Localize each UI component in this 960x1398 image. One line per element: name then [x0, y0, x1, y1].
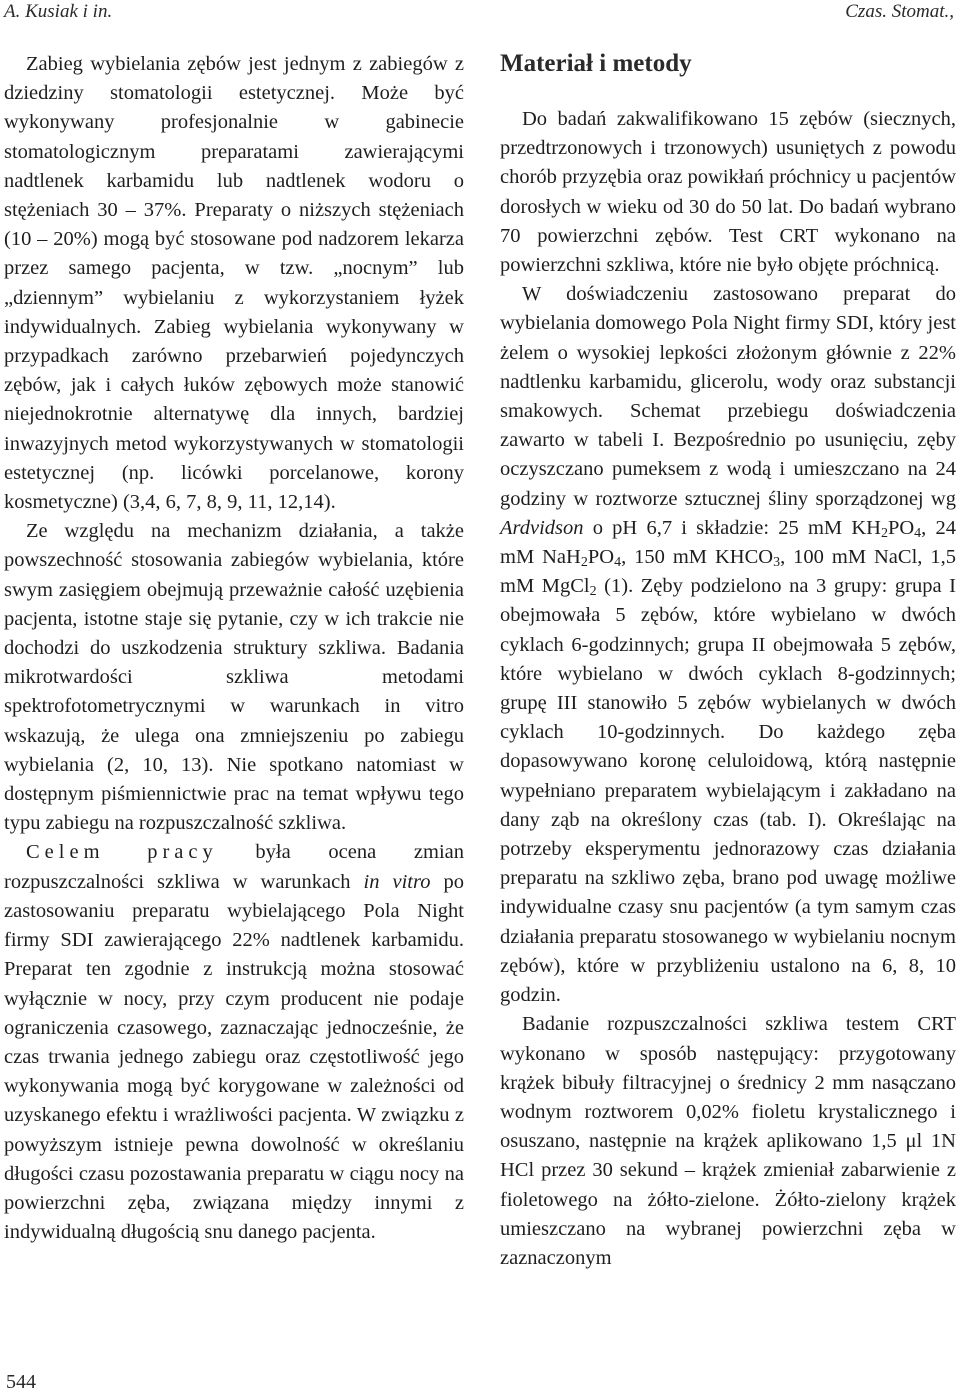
aim-text-b: po zastosowaniu preparatu wybielającego Pola Night firmy SDI zawierającego 22% nadtlenek karbamidu. Preparat ten zgodnie z instrukcją można stosować wyłącznie w nocy, przy czym producent nie podaje ograniczenia czasowego, zaznaczając jednocześnie, że czas trwania jednego zabiegu oraz częstotliwość jego wykonywania mogą być korygowane w zależności od uzyskanego efektu i wrażliwości pacjenta. W związku z powyższym istnieje pewna dowolność w określaniu długości czasu pozostawania preparatu w ciągu nocy na powierzchni zęba, związana między innymi z indywidualną długością snu danego pacjenta.	[4, 870, 465, 1244]
section-heading: Materiał i metody	[500, 50, 692, 77]
paragraph-material: Do badań zakwalifikowano 15 zębów (siecznych, przedtrzonowych i trzonowych) usuniętych z powodu chorób przyzębia oraz powikłań próchnicy u pacjentów dorosłych w wieku od 30 do 50 lat. Do badań wybrano 70 powierzchni zębów. Test CRT wykonano na powierzchni szkliwa, które nie było objęte próchnicą.	[500, 108, 956, 277]
procedure-text-c: PO	[887, 516, 915, 539]
aim-text-a: była ocena zmian rozpuszczalności szkliwa w warunkach	[4, 841, 464, 893]
procedure-text-g: , 100 mM NaCl, 1,5 mM MgCl	[500, 546, 956, 598]
aim-lead: Celem pracy	[26, 841, 218, 864]
left-column	[4, 50, 464, 1247]
subscript: 3	[773, 555, 781, 571]
paragraph-aim	[4, 838, 464, 1247]
right-column	[500, 49, 956, 1273]
procedure-text-d: , 24 mM NaH	[500, 516, 956, 569]
procedure-text-b: o pH 6,7 i składzie: 25 mM KH	[583, 516, 881, 539]
subscript: 4	[914, 525, 922, 541]
procedure-italic: Ardvidson	[500, 516, 584, 539]
paragraph-mechanism: Ze względu na mechanizm działania, a także powszechność stosowania zabiegów wybielania, które swym zasięgiem obejmują przeważnie całość uzębienia pacjenta, istotne staje się pytanie, czy w ich trakcie nie dochodzi do uszkodzenia struktury szkliwa. Badania mikrotwardości szkliwa metodami spektrofotometrycznymi w warunkach in vitro wskazują, że ulega ona zmniejszeniu po zabiegu wybielania (2, 10, 13). Nie spotkano natomiast w dostępnym piśmiennictwie prac na temat wpływu tego typu zabiegu na rozpuszczalność szkliwa.	[4, 520, 464, 835]
subscript: 4	[614, 555, 622, 571]
subscript: 2	[880, 525, 888, 541]
procedure-text-f: , 150 mM KHCO	[621, 546, 774, 569]
procedure-text-e: PO	[587, 546, 615, 569]
aim-italic: in vitro	[363, 870, 431, 893]
paragraph-procedure	[500, 280, 956, 1010]
running-header-authors: A. Kusiak i in.	[4, 1, 113, 22]
subscript: 2	[580, 555, 588, 571]
paragraph-crt-test: Badanie rozpuszczalności szkliwa testem CRT wykonano w sposób następujący: przygotowany krążek bibuły filtracyjnej o średnicy 2 mm nasączano wodnym roztworem 0,02% fioletu krystalicznego i osuszano, następnie na krążek aplikowano 1,5 μl 1N HCl przez 30 sekund – krążek zmieniał zabarwienie z fioletowego na żółto-zielone. Żółto-zielony krążek umieszczano na wybranej powierzchni zęba w zaznaczonym	[500, 1013, 956, 1269]
paragraph-intro: Zabieg wybielania zębów jest jednym z zabiegów z dziedziny stomatologii estetycznej. Może być wykonywany profesjonalnie w gabinecie stomatologicznym preparatami zawierającymi nadtlenek karbamidu lub nadtlenek wodoru o stężeniach 30 – 37%. Preparaty o niższych stężeniach (10 – 20%) mogą być stosowane pod nadzorem lekarza przez samego pacjenta, w tzw. „nocnym” lub „dziennym” wybielaniu z wykorzystaniem łyżek indywidualnych. Zabieg wybielania wykonywany w przypadkach zarówno przebarwień pojedynczych zębów, jak i całych łuków zębowych może stanowić niejednokrotnie alternatywę dla innych, bardziej inwazyjnych metod wykorzystywanych w stomatologii estetycznej (np. licówki porcelanowe, korony kosmetyczne) (3,4, 6, 7, 8, 9, 11, 12,14).	[4, 53, 464, 514]
subscript: 2	[589, 584, 597, 600]
procedure-text-h: (1). Zęby podzielono na 3 grupy: grupa I obejmowała 5 zębów, które wybielano w dwóch cyklach 6-godzinnych; grupa II obejmowała 5 zębów, które wybielano w dwóch cyklach 8-godzinnych; grupę III stanowiło 5 zębów wybielanych w dwóch cyklach 10-godzinnych. Do każdego zęba dopasowywano koronę celuloidową, którą następnie wypełniano preparatem wybielającym i zakładano na dany ząb na określony czas (tab. I). Określając na potrzeby eksperymentu jednorazowy czas działania preparatu na szkliwo zęba, brano pod uwagę możliwe indywidualne czasy snu pacjentów (a tym samym czas działania preparatu stosowanego w wybielaniu nocnym zębów), które w przybliżeniu ustalono na 6, 8, 10 godzin.	[500, 575, 956, 1007]
page-number: 544	[6, 1371, 36, 1393]
procedure-text-a: W doświadczeniu zastosowano preparat do wybielania domowego Pola Night firmy SDI, który jest żelem o wysokiej lepkości złożonym głównie z 22% nadtlenku karbamidu, glicerolu, wody oraz substancji smakowych. Schemat przebiegu doświadczenia zawarto w tabeli I. Bezpośrednio po usunięciu, zęby oczyszczano pumeksem z wodą i umieszczano na 24 godziny w roztworze sztucznej śliny sporządzonej wg	[500, 283, 956, 510]
running-header-journal: Czas. Stomat.,	[845, 1, 954, 22]
